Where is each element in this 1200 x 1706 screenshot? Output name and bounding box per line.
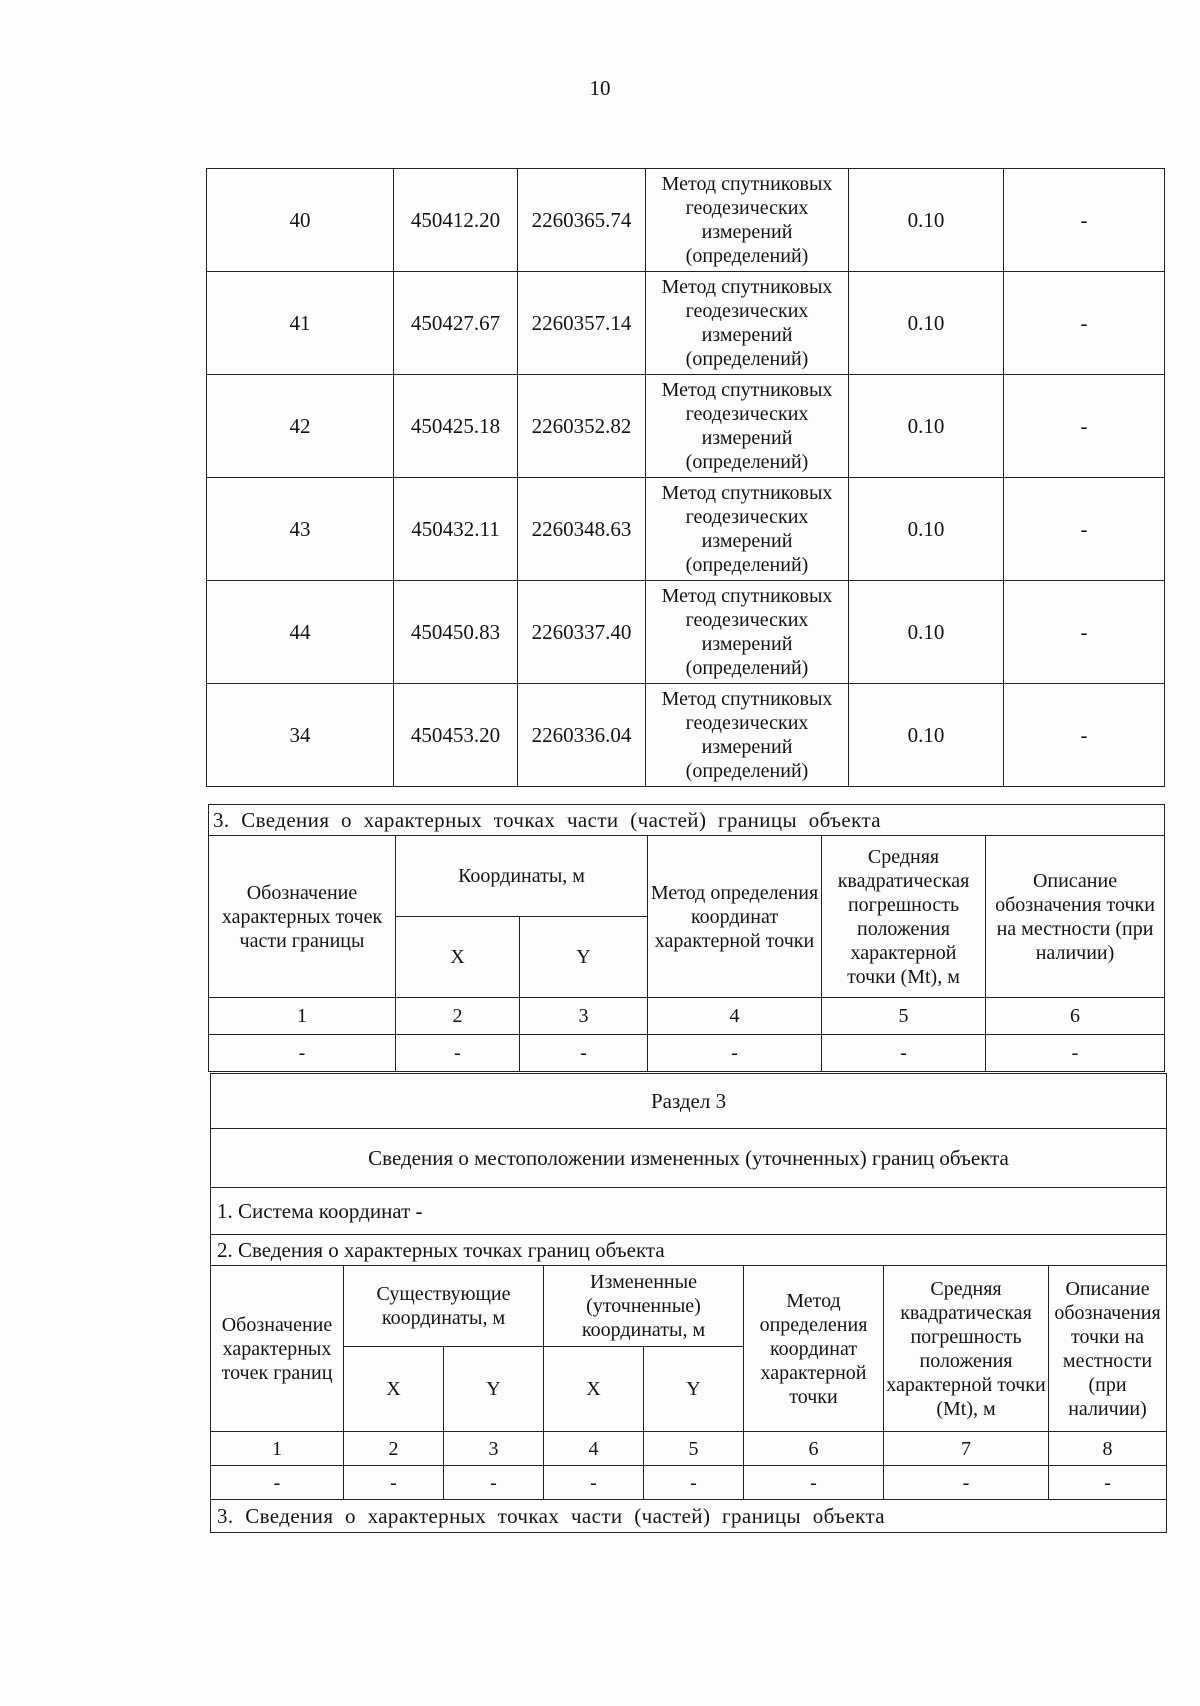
points-table-body: [207, 169, 1165, 787]
data-cell: -: [986, 1035, 1165, 1072]
col-number: 4: [544, 1432, 644, 1466]
point-id-cell: 41: [207, 272, 394, 375]
col-number: 4: [648, 998, 822, 1035]
data-cell: -: [211, 1466, 344, 1500]
point-desc-cell: -: [1004, 581, 1165, 684]
point-method-cell: Метод спутниковых геодезических измерений (определений): [646, 169, 849, 272]
data-cell: -: [644, 1466, 744, 1500]
page-number: 10: [589, 76, 611, 100]
data-cell: -: [209, 1035, 396, 1072]
coord-system: 1. Система координат -: [211, 1188, 1167, 1235]
col-number: 3: [520, 998, 648, 1035]
table-row: [207, 375, 1165, 478]
s3-header-changed: Измененные (уточненные) координаты, м: [544, 1266, 744, 1347]
point-mt-cell: 0.10: [849, 169, 1004, 272]
point-y-cell: 2260352.82: [518, 375, 646, 478]
data-cell: -: [648, 1035, 822, 1072]
col-number: 1: [211, 1432, 344, 1466]
data-cell: -: [544, 1466, 644, 1500]
col-number: 7: [884, 1432, 1049, 1466]
data-cell: -: [396, 1035, 520, 1072]
section3-table: [210, 1073, 1167, 1533]
s3-header-method: Метод определения координат характерной точки: [744, 1266, 884, 1432]
col-number: 1: [209, 998, 396, 1035]
point-method-cell: Метод спутниковых геодезических измерений (определений): [646, 272, 849, 375]
parts-table: [208, 804, 1165, 1072]
header-y: Y: [520, 917, 648, 998]
s3-header-desc: Описание обозначения точки на местности (при наличии): [1049, 1266, 1167, 1432]
s3-header-mt: Средняя квадратическая погрешность положения характерной точки (Mt), м: [884, 1266, 1049, 1432]
point-method-cell: Метод спутниковых геодезических измерений (определений): [646, 581, 849, 684]
point-y-cell: 2260357.14: [518, 272, 646, 375]
table-row: [207, 684, 1165, 787]
data-cell: -: [520, 1035, 648, 1072]
col-number: 8: [1049, 1432, 1167, 1466]
s3-header-y2: Y: [644, 1347, 744, 1432]
header-mt: Средняя квадратическая погрешность положения характерной точки (Mt), м: [822, 836, 986, 998]
data-cell: -: [1049, 1466, 1167, 1500]
point-desc-cell: -: [1004, 375, 1165, 478]
point-y-cell: 2260336.04: [518, 684, 646, 787]
point-y-cell: 2260348.63: [518, 478, 646, 581]
point-method-cell: Метод спутниковых геодезических измерений (определений): [646, 375, 849, 478]
points-section-title: 2. Сведения о характерных точках границ объекта: [211, 1235, 1167, 1266]
header-coords: Координаты, м: [396, 836, 648, 917]
point-x-cell: 450412.20: [394, 169, 518, 272]
s3-header-existing: Существующие координаты, м: [344, 1266, 544, 1347]
s3-header-y1: Y: [444, 1347, 544, 1432]
point-mt-cell: 0.10: [849, 375, 1004, 478]
data-cell: -: [884, 1466, 1049, 1500]
s3-header-designation: Обозначение характерных точек границ: [211, 1266, 344, 1432]
point-x-cell: 450427.67: [394, 272, 518, 375]
s3-header-x1: X: [344, 1347, 444, 1432]
point-mt-cell: 0.10: [849, 684, 1004, 787]
parts-section-title-2: 3. Сведения о характерных точках части (частей) границы объекта: [211, 1500, 1167, 1533]
point-mt-cell: 0.10: [849, 581, 1004, 684]
point-x-cell: 450450.83: [394, 581, 518, 684]
header-method: Метод определения координат характерной точки: [648, 836, 822, 998]
point-x-cell: 450432.11: [394, 478, 518, 581]
points-table: [206, 168, 1165, 787]
point-desc-cell: -: [1004, 169, 1165, 272]
s3-header-x2: X: [544, 1347, 644, 1432]
col-number: 5: [822, 998, 986, 1035]
table-row: [207, 581, 1165, 684]
table-row: [207, 478, 1165, 581]
point-desc-cell: -: [1004, 272, 1165, 375]
point-id-cell: 34: [207, 684, 394, 787]
point-mt-cell: 0.10: [849, 272, 1004, 375]
data-cell: -: [344, 1466, 444, 1500]
point-y-cell: 2260337.40: [518, 581, 646, 684]
point-x-cell: 450425.18: [394, 375, 518, 478]
col-number: 6: [986, 998, 1165, 1035]
point-y-cell: 2260365.74: [518, 169, 646, 272]
header-designation: Обозначение характерных точек части границы: [209, 836, 396, 998]
section3-subheading: Сведения о местоположении измененных (уточненных) границ объекта: [211, 1129, 1167, 1188]
parts-section-title: 3. Сведения о характерных точках части (частей) границы объекта: [209, 805, 1165, 836]
col-number: 2: [396, 998, 520, 1035]
section3-heading: Раздел 3: [211, 1074, 1167, 1129]
table-row: [207, 272, 1165, 375]
col-number: 6: [744, 1432, 884, 1466]
point-id-cell: 40: [207, 169, 394, 272]
table-row: [207, 169, 1165, 272]
point-method-cell: Метод спутниковых геодезических измерений (определений): [646, 478, 849, 581]
col-number: 3: [444, 1432, 544, 1466]
point-id-cell: 43: [207, 478, 394, 581]
data-cell: -: [822, 1035, 986, 1072]
point-mt-cell: 0.10: [849, 478, 1004, 581]
point-id-cell: 44: [207, 581, 394, 684]
col-number: 5: [644, 1432, 744, 1466]
point-x-cell: 450453.20: [394, 684, 518, 787]
point-method-cell: Метод спутниковых геодезических измерений (определений): [646, 684, 849, 787]
col-number: 2: [344, 1432, 444, 1466]
data-cell: -: [744, 1466, 884, 1500]
point-id-cell: 42: [207, 375, 394, 478]
point-desc-cell: -: [1004, 684, 1165, 787]
data-cell: -: [444, 1466, 544, 1500]
header-x: X: [396, 917, 520, 998]
point-desc-cell: -: [1004, 478, 1165, 581]
header-desc: Описание обозначения точки на местности (при наличии): [986, 836, 1165, 998]
